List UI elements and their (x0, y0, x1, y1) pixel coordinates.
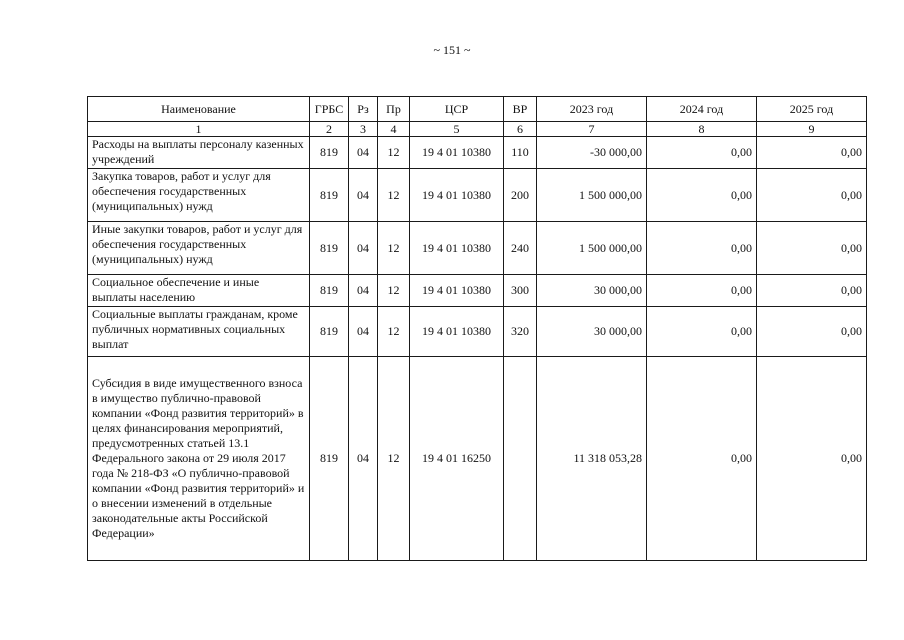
cell-csr: 19 4 01 10380 (410, 222, 504, 275)
cell-pr: 12 (378, 307, 410, 357)
cell-vr: 240 (504, 222, 537, 275)
table-row (88, 307, 867, 357)
column-number: 6 (504, 122, 537, 137)
header-pr: Пр (378, 97, 410, 122)
cell-vr: 300 (504, 275, 537, 307)
cell-vr: 110 (504, 137, 537, 169)
cell-2023: 30 000,00 (537, 307, 647, 357)
cell-2025: 0,00 (757, 137, 867, 169)
cell-2024: 0,00 (647, 222, 757, 275)
cell-rz: 04 (349, 169, 378, 222)
cell-csr: 19 4 01 10380 (410, 307, 504, 357)
column-number: 7 (537, 122, 647, 137)
cell-grbs: 819 (310, 137, 349, 169)
cell-rz: 04 (349, 222, 378, 275)
cell-2023: -30 000,00 (537, 137, 647, 169)
column-number: 2 (310, 122, 349, 137)
header-2024: 2024 год (647, 97, 757, 122)
cell-name: Субсидия в виде имущественного взноса в имущество публично-правовой компании «Фонд развития территорий» в целях финансирования мероприятий, предусмотренных статьей 13.1 Федерального закона от 29 июля 2017 года № 218-ФЗ «О публично-правовой компании «Фонд развития территорий» и о внесении изменений в отдельные законодательные акты Российской Федерации» (88, 357, 310, 561)
budget-table (87, 96, 867, 561)
table-row (88, 357, 867, 561)
cell-2023: 1 500 000,00 (537, 222, 647, 275)
table-row (88, 275, 867, 307)
cell-vr: 320 (504, 307, 537, 357)
cell-rz: 04 (349, 357, 378, 561)
column-number: 3 (349, 122, 378, 137)
cell-2025: 0,00 (757, 169, 867, 222)
cell-csr: 19 4 01 10380 (410, 169, 504, 222)
header-row (88, 97, 867, 122)
cell-rz: 04 (349, 307, 378, 357)
cell-2025: 0,00 (757, 307, 867, 357)
table-row (88, 222, 867, 275)
column-number: 9 (757, 122, 867, 137)
header-csr: ЦСР (410, 97, 504, 122)
cell-grbs: 819 (310, 169, 349, 222)
header-2023: 2023 год (537, 97, 647, 122)
header-2025: 2025 год (757, 97, 867, 122)
cell-vr: 200 (504, 169, 537, 222)
cell-grbs: 819 (310, 222, 349, 275)
cell-2025: 0,00 (757, 222, 867, 275)
header-grbs: ГРБС (310, 97, 349, 122)
cell-csr: 19 4 01 10380 (410, 137, 504, 169)
table-row (88, 137, 867, 169)
cell-name: Иные закупки товаров, работ и услуг для обеспечения государственных (муниципальных) нужд (88, 222, 310, 275)
cell-vr (504, 357, 537, 561)
cell-pr: 12 (378, 357, 410, 561)
cell-grbs: 819 (310, 357, 349, 561)
cell-pr: 12 (378, 137, 410, 169)
cell-pr: 12 (378, 169, 410, 222)
header-vr: ВР (504, 97, 537, 122)
column-number: 5 (410, 122, 504, 137)
cell-2023: 11 318 053,28 (537, 357, 647, 561)
cell-2024: 0,00 (647, 169, 757, 222)
cell-grbs: 819 (310, 307, 349, 357)
cell-pr: 12 (378, 275, 410, 307)
cell-grbs: 819 (310, 275, 349, 307)
column-number: 4 (378, 122, 410, 137)
cell-2025: 0,00 (757, 357, 867, 561)
cell-2025: 0,00 (757, 275, 867, 307)
cell-2023: 1 500 000,00 (537, 169, 647, 222)
cell-name: Социальные выплаты гражданам, кроме публичных нормативных социальных выплат (88, 307, 310, 357)
table-row (88, 169, 867, 222)
header-name: Наименование (88, 97, 310, 122)
cell-name: Социальное обеспечение и иные выплаты населению (88, 275, 310, 307)
cell-name: Расходы на выплаты персоналу казенных учреждений (88, 137, 310, 169)
cell-2024: 0,00 (647, 275, 757, 307)
column-number: 1 (88, 122, 310, 137)
header-rz: Рз (349, 97, 378, 122)
cell-name: Закупка товаров, работ и услуг для обеспечения государственных (муниципальных) нужд (88, 169, 310, 222)
page-number: ~ 151 ~ (433, 43, 471, 57)
column-number: 8 (647, 122, 757, 137)
cell-csr: 19 4 01 16250 (410, 357, 504, 561)
cell-2024: 0,00 (647, 307, 757, 357)
column-number-row (88, 122, 867, 137)
cell-csr: 19 4 01 10380 (410, 275, 504, 307)
cell-2023: 30 000,00 (537, 275, 647, 307)
cell-rz: 04 (349, 137, 378, 169)
cell-pr: 12 (378, 222, 410, 275)
cell-2024: 0,00 (647, 137, 757, 169)
cell-2024: 0,00 (647, 357, 757, 561)
cell-rz: 04 (349, 275, 378, 307)
